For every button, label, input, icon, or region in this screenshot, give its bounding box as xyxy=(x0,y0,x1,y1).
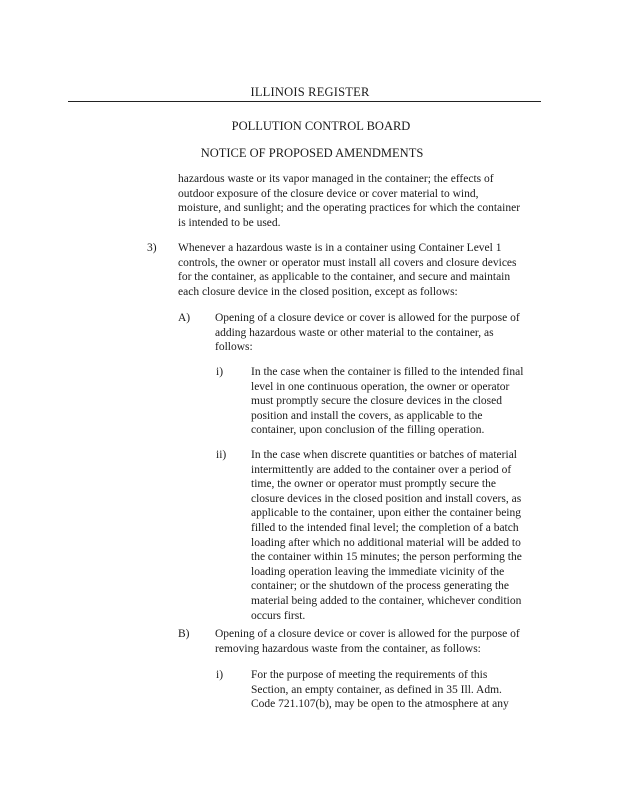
text-line: intermittently are added to the container over a period of xyxy=(251,463,512,476)
text-line: time, the owner or operator must promptly secure the xyxy=(251,478,496,491)
text-line: must promptly secure the closure devices in the closed xyxy=(251,395,503,408)
text-line: Opening of a closure device or cover is allowed for the purpose of xyxy=(215,312,520,324)
subsection-text xyxy=(251,668,546,712)
subsection-text xyxy=(251,365,546,438)
text-line: controls, the owner or operator must install all covers and closure devices xyxy=(178,256,517,269)
text-line: level in one continuous operation, the owner or operator xyxy=(251,380,510,393)
text-line: the container within 15 minutes; the person performing the xyxy=(251,551,522,564)
subsection-text xyxy=(215,311,545,355)
text-line: each closure device in the closed position, except as follows: xyxy=(178,285,458,298)
text-line: moisture, and sunlight; and the operating practices for which the container xyxy=(178,202,521,215)
text-line: applicable to the container, upon either the container being xyxy=(251,507,522,520)
text-line: follows: xyxy=(215,341,253,354)
text-line: adding hazardous waste or other material to the container, as xyxy=(215,326,494,339)
text-line: is intended to be used. xyxy=(178,216,281,229)
subsection-label: A) xyxy=(178,312,191,324)
notice-heading: NOTICE OF PROPOSED AMENDMENTS xyxy=(200,146,424,160)
text-line: removing hazardous waste from the container, as follows: xyxy=(215,642,481,655)
subsection-label: B) xyxy=(178,628,190,640)
text-line: material being added to the container, whichever condition xyxy=(251,594,522,607)
register-title: ILLINOIS REGISTER xyxy=(250,85,370,99)
text-line: container, upon conclusion of the filling operation. xyxy=(251,424,485,437)
text-line: filled to the intended final level; the completion of a batch xyxy=(251,521,519,534)
text-line: outdoor exposure of the closure device or cover material to wind, xyxy=(178,187,479,200)
text-line: position and install the covers, as applicable to the xyxy=(251,409,483,422)
subsection-text xyxy=(215,627,545,656)
text-line: loading after which no additional material will be added to xyxy=(251,536,521,549)
subsection-label: i) xyxy=(216,669,224,681)
text-line: loading operation leaving the immediate vicinity of the xyxy=(251,565,505,578)
text-line: Whenever a hazardous waste is in a container using Container Level 1 xyxy=(178,242,502,254)
text-line: For the purpose of meeting the requirements of this xyxy=(251,669,488,681)
subsection-label: i) xyxy=(216,366,224,378)
text-line: Code 721.107(b), may be open to the atmosphere at any xyxy=(251,698,509,711)
text-line: for the container, as applicable to the container, and secure and maintain xyxy=(178,271,511,284)
board-heading: POLLUTION CONTROL BOARD xyxy=(231,119,411,133)
text-line: Section, an empty container, as defined in 35 Ill. Adm. xyxy=(251,683,502,696)
text-line: In the case when discrete quantities or batches of material xyxy=(251,449,517,461)
subsection-label: ii) xyxy=(216,449,227,461)
text-line: occurs first. xyxy=(251,609,306,622)
text-line: Opening of a closure device or cover is allowed for the purpose of xyxy=(215,628,520,640)
text-line: container; or the shutdown of the process generating the xyxy=(251,580,510,593)
subsection-text xyxy=(178,241,548,299)
subsection-label: 3) xyxy=(147,242,157,254)
subsection-text xyxy=(251,448,546,623)
text-line: closure devices in the closed position and install covers, as xyxy=(251,492,522,505)
continuation-paragraph xyxy=(178,172,548,230)
header-rule xyxy=(68,101,541,102)
text-line: In the case when the container is filled to the intended final xyxy=(251,366,524,378)
text-line: hazardous waste or its vapor managed in the container; the effects of xyxy=(178,173,494,185)
